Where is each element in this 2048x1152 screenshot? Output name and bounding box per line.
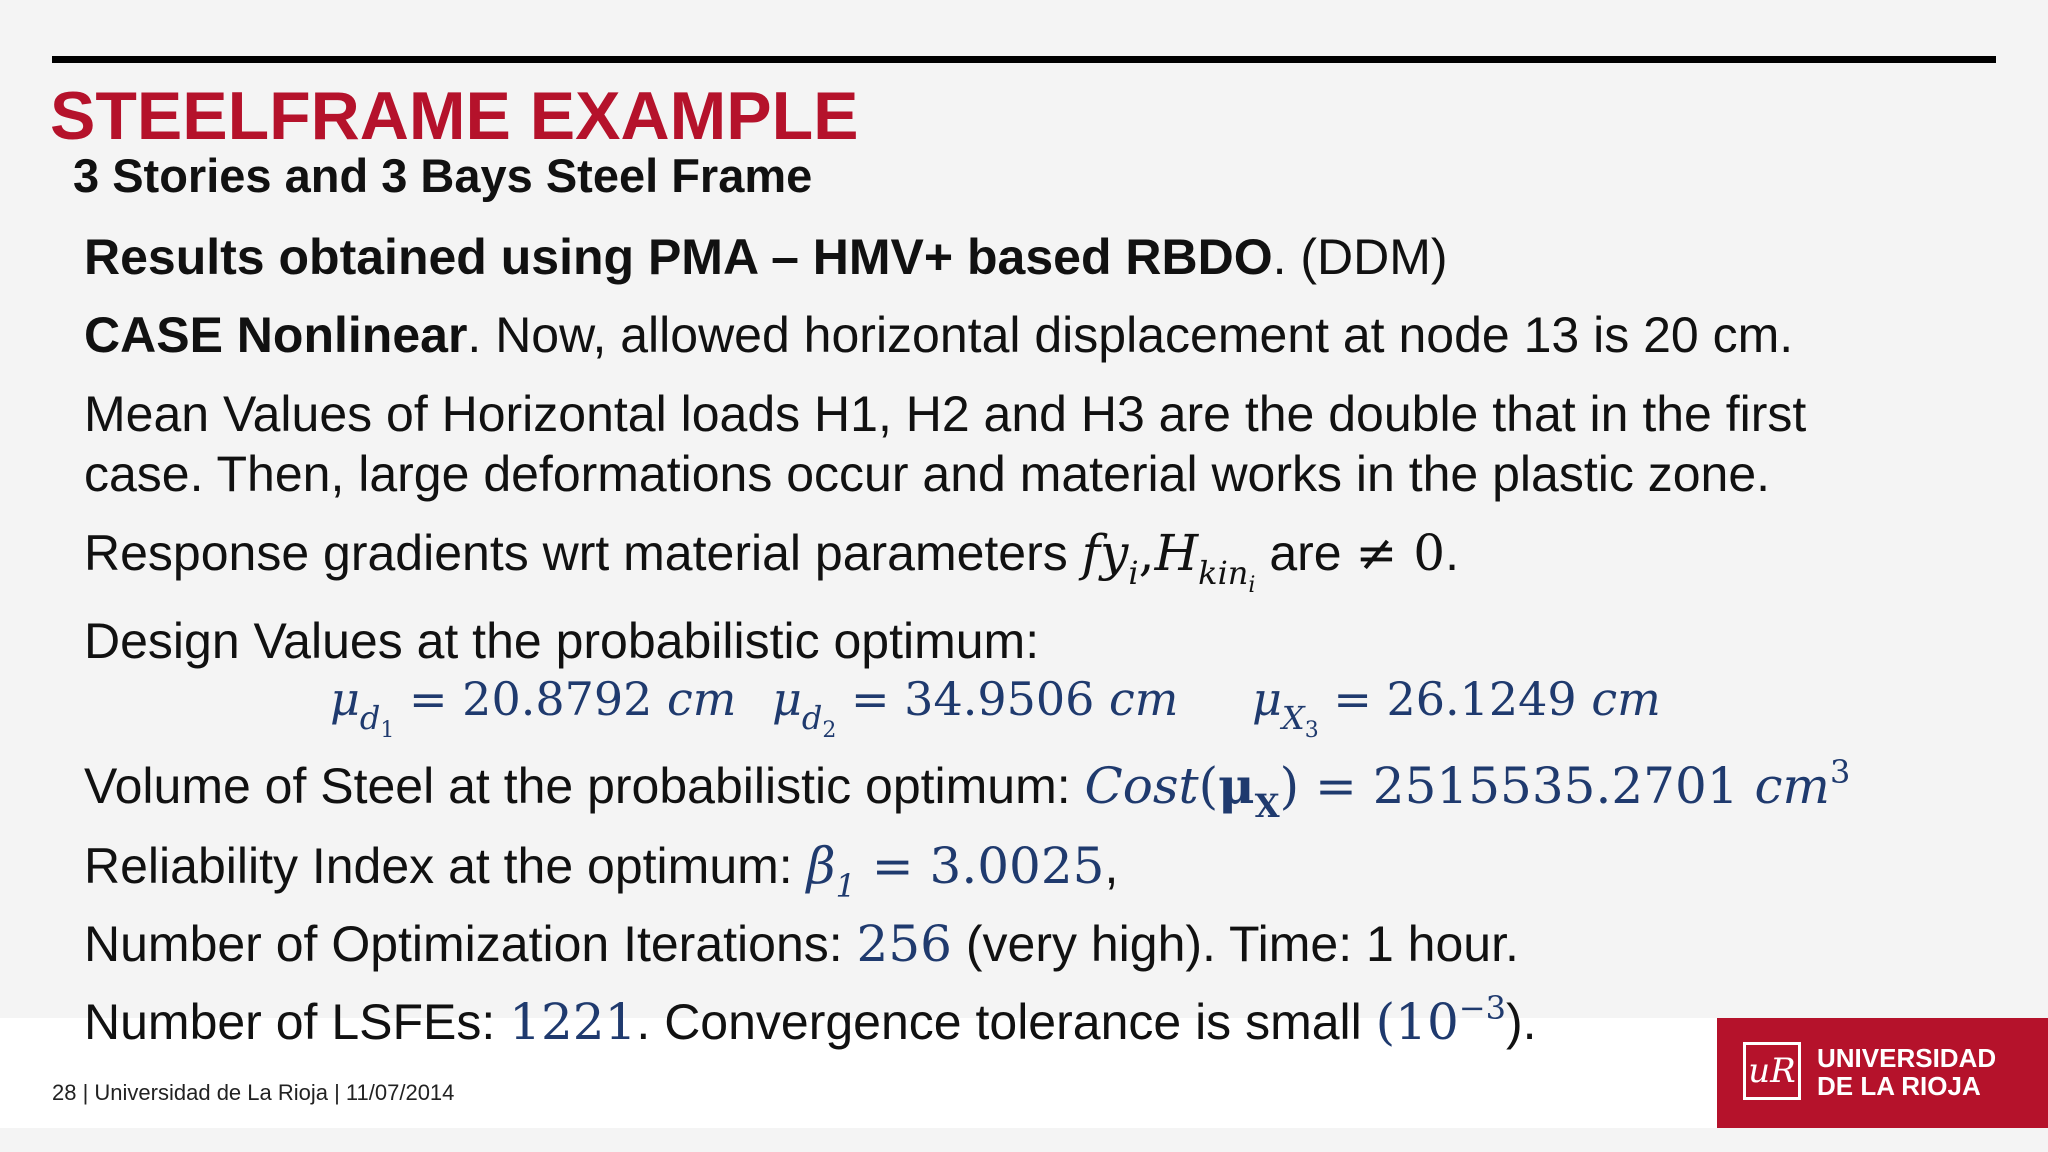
gradients-end: . <box>1445 525 1460 581</box>
gradients-are: are <box>1255 525 1356 581</box>
volume-exponent: 3 <box>1829 753 1851 791</box>
hkin-symbol: $H_{kin_i}$ <box>1154 524 1256 598</box>
design-value-3: $\mu_{X_3} = 26.1249$ cm <box>1252 672 1661 743</box>
slide-title: STEELFRAME EXAMPLE <box>50 78 859 154</box>
university-logo <box>1717 1018 2048 1128</box>
lsfe-text: Number of LSFEs: <box>84 994 510 1050</box>
design-values-row <box>0 672 2048 743</box>
iterations-text: Number of Optimization Iterations: <box>84 916 857 972</box>
lsfe-number: 1221 <box>509 993 637 1051</box>
tolerance-close: ). <box>1505 994 1537 1050</box>
design-values-heading: Design Values at the probabilistic optimum: <box>84 613 1040 669</box>
case-bold: CASE Nonlinear <box>84 307 468 363</box>
volume-value: ) = 2515535.2701 <box>1279 757 1739 815</box>
university-emblem-icon: uR <box>1743 1042 1801 1100</box>
case-line <box>84 306 1793 364</box>
title-rule <box>52 56 1996 63</box>
tolerance-exponent: −3 <box>1458 989 1506 1027</box>
reliability-value: = 3.0025 <box>871 837 1105 895</box>
logo-wordmark <box>1817 1044 1996 1100</box>
fy-symbol: $fy_i$ <box>1081 524 1139 592</box>
results-rest: . (DDM) <box>1272 229 1448 285</box>
volume-line: Volume of Steel at the probabilistic optimum: $Cost(\mu_X) = 2515535.2701$ $cm^3$ <box>84 753 1851 825</box>
volume-text: Volume of Steel at the probabilistic optimum: <box>84 758 1085 814</box>
mean-values-line-2: case. Then, large deformations occur and material works in the plastic zone. <box>84 446 1771 502</box>
case-rest: . Now, allowed horizontal displacement at node 13 is 20 cm. <box>467 307 1794 363</box>
results-bold: Results obtained using PMA – HMV+ based RBDO <box>84 229 1273 285</box>
cost-fn: Cost <box>1084 757 1199 815</box>
gradients-line: Response gradients wrt material parameters $fy_i,H_{kin_i}$ are ≠ 0. <box>84 524 1460 598</box>
tolerance-base: (10 <box>1375 993 1459 1051</box>
logo-line-1: UNIVERSIDAD <box>1817 1043 1997 1073</box>
lsfe-line <box>84 989 1537 1057</box>
iterations-rest: (very high). Time: 1 hour. <box>951 916 1519 972</box>
results-line <box>84 228 1448 286</box>
iterations-number: 256 <box>856 915 952 973</box>
beta-symbol: $\beta_1$ <box>806 837 856 905</box>
lsfe-rest: . Convergence tolerance is small <box>636 994 1376 1050</box>
mean-values-line-1: Mean Values of Horizontal loads H1, H2 and H3 are the double that in the first <box>84 386 1807 442</box>
design-value-2: $\mu_{d_2} = 34.9506$ cm <box>772 672 1179 743</box>
bottom-strip <box>0 1128 2048 1152</box>
design-value-1: $\mu_{d_1} = 20.8792$ cm <box>330 672 737 743</box>
footer-text: 28 | Universidad de La Rioja | 11/07/2014 <box>52 1080 455 1105</box>
neq-zero: ≠ 0 <box>1355 524 1446 582</box>
iterations-line <box>84 915 1519 973</box>
gradients-text: Response gradients wrt material parameters <box>84 525 1082 581</box>
logo-line-2: DE LA RIOJA <box>1817 1071 1981 1101</box>
reliability-line: Reliability Index at the optimum: $\beta_1 = 3.0025$, <box>84 837 1119 905</box>
slide-subtitle: 3 Stories and 3 Bays Steel Frame <box>73 149 813 202</box>
reliability-text: Reliability Index at the optimum: <box>84 838 807 894</box>
